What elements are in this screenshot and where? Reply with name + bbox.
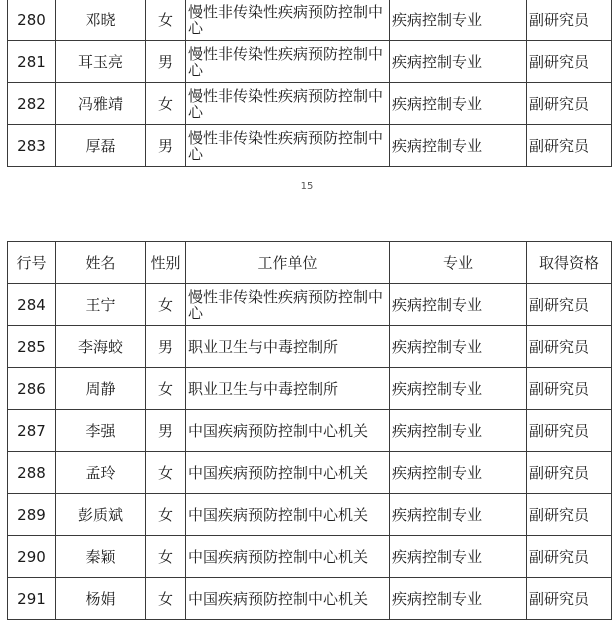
gender-cell: 女 bbox=[146, 0, 186, 41]
table-row bbox=[8, 83, 612, 125]
qualification-cell: 副研究员 bbox=[527, 284, 612, 326]
unit-cell: 慢性非传染性疾病预防控制中心 bbox=[186, 284, 390, 326]
table-row bbox=[8, 410, 612, 452]
qualification-cell: 副研究员 bbox=[527, 326, 612, 368]
major-cell: 疾病控制专业 bbox=[390, 536, 527, 578]
header-qualification: 取得资格 bbox=[527, 242, 612, 284]
unit-cell: 职业卫生与中毒控制所 bbox=[186, 326, 390, 368]
major-cell: 疾病控制专业 bbox=[390, 578, 527, 620]
major-cell: 疾病控制专业 bbox=[390, 410, 527, 452]
row-number: 282 bbox=[8, 83, 56, 125]
unit-cell: 慢性非传染性疾病预防控制中心 bbox=[186, 83, 390, 125]
unit-cell: 中国疾病预防控制中心机关 bbox=[186, 536, 390, 578]
table-row bbox=[8, 494, 612, 536]
header-row-number: 行号 bbox=[8, 242, 56, 284]
qualification-cell: 副研究员 bbox=[527, 125, 612, 167]
header-gender: 性别 bbox=[146, 242, 186, 284]
roster-table-page-15 bbox=[7, 0, 612, 167]
gender-cell: 女 bbox=[146, 83, 186, 125]
row-number: 284 bbox=[8, 284, 56, 326]
qualification-cell: 副研究员 bbox=[527, 578, 612, 620]
table-row bbox=[8, 578, 612, 620]
major-cell: 疾病控制专业 bbox=[390, 452, 527, 494]
name-cell: 厚磊 bbox=[56, 125, 146, 167]
name-cell: 耳玉亮 bbox=[56, 41, 146, 83]
major-cell: 疾病控制专业 bbox=[390, 41, 527, 83]
name-cell: 邓晓 bbox=[56, 0, 146, 41]
major-cell: 疾病控制专业 bbox=[390, 494, 527, 536]
unit-cell: 慢性非传染性疾病预防控制中心 bbox=[186, 125, 390, 167]
unit-cell: 中国疾病预防控制中心机关 bbox=[186, 452, 390, 494]
name-cell: 彭质斌 bbox=[56, 494, 146, 536]
major-cell: 疾病控制专业 bbox=[390, 0, 527, 41]
table-row bbox=[8, 326, 612, 368]
unit-cell: 慢性非传染性疾病预防控制中心 bbox=[186, 41, 390, 83]
qualification-cell: 副研究员 bbox=[527, 452, 612, 494]
gender-cell: 男 bbox=[146, 410, 186, 452]
table-row bbox=[8, 0, 612, 41]
row-number: 291 bbox=[8, 578, 56, 620]
name-cell: 杨娟 bbox=[56, 578, 146, 620]
page-number: 15 bbox=[300, 181, 314, 192]
gender-cell: 女 bbox=[146, 284, 186, 326]
table-row bbox=[8, 41, 612, 83]
gender-cell: 女 bbox=[146, 578, 186, 620]
row-number: 290 bbox=[8, 536, 56, 578]
unit-cell: 中国疾病预防控制中心机关 bbox=[186, 494, 390, 536]
header-name: 姓名 bbox=[56, 242, 146, 284]
table-row bbox=[8, 125, 612, 167]
row-number: 286 bbox=[8, 368, 56, 410]
name-cell: 李海蛟 bbox=[56, 326, 146, 368]
name-cell: 周静 bbox=[56, 368, 146, 410]
row-number: 287 bbox=[8, 410, 56, 452]
name-cell: 孟玲 bbox=[56, 452, 146, 494]
qualification-cell: 副研究员 bbox=[527, 494, 612, 536]
row-number: 283 bbox=[8, 125, 56, 167]
header-unit: 工作单位 bbox=[186, 242, 390, 284]
gender-cell: 男 bbox=[146, 41, 186, 83]
gender-cell: 男 bbox=[146, 326, 186, 368]
header-major: 专业 bbox=[390, 242, 527, 284]
unit-cell: 中国疾病预防控制中心机关 bbox=[186, 410, 390, 452]
header-row bbox=[8, 242, 612, 284]
major-cell: 疾病控制专业 bbox=[390, 326, 527, 368]
gender-cell: 女 bbox=[146, 368, 186, 410]
gender-cell: 男 bbox=[146, 125, 186, 167]
table-body bbox=[8, 284, 612, 620]
gender-cell: 女 bbox=[146, 536, 186, 578]
qualification-cell: 副研究员 bbox=[527, 536, 612, 578]
roster-table-page-16 bbox=[7, 241, 612, 620]
major-cell: 疾病控制专业 bbox=[390, 284, 527, 326]
table-row bbox=[8, 368, 612, 410]
name-cell: 李强 bbox=[56, 410, 146, 452]
qualification-cell: 副研究员 bbox=[527, 410, 612, 452]
name-cell: 王宁 bbox=[56, 284, 146, 326]
table-body bbox=[8, 0, 612, 167]
row-number: 288 bbox=[8, 452, 56, 494]
major-cell: 疾病控制专业 bbox=[390, 368, 527, 410]
unit-cell: 中国疾病预防控制中心机关 bbox=[186, 578, 390, 620]
row-number: 289 bbox=[8, 494, 56, 536]
qualification-cell: 副研究员 bbox=[527, 83, 612, 125]
row-number: 281 bbox=[8, 41, 56, 83]
table-row bbox=[8, 284, 612, 326]
table-row bbox=[8, 452, 612, 494]
unit-cell: 职业卫生与中毒控制所 bbox=[186, 368, 390, 410]
qualification-cell: 副研究员 bbox=[527, 41, 612, 83]
qualification-cell: 副研究员 bbox=[527, 0, 612, 41]
gender-cell: 女 bbox=[146, 494, 186, 536]
major-cell: 疾病控制专业 bbox=[390, 83, 527, 125]
row-number: 280 bbox=[8, 0, 56, 41]
name-cell: 冯雅靖 bbox=[56, 83, 146, 125]
name-cell: 秦颖 bbox=[56, 536, 146, 578]
row-number: 285 bbox=[8, 326, 56, 368]
gender-cell: 女 bbox=[146, 452, 186, 494]
unit-cell: 慢性非传染性疾病预防控制中心 bbox=[186, 0, 390, 41]
qualification-cell: 副研究员 bbox=[527, 368, 612, 410]
major-cell: 疾病控制专业 bbox=[390, 125, 527, 167]
table-row bbox=[8, 536, 612, 578]
table-header bbox=[8, 242, 612, 284]
